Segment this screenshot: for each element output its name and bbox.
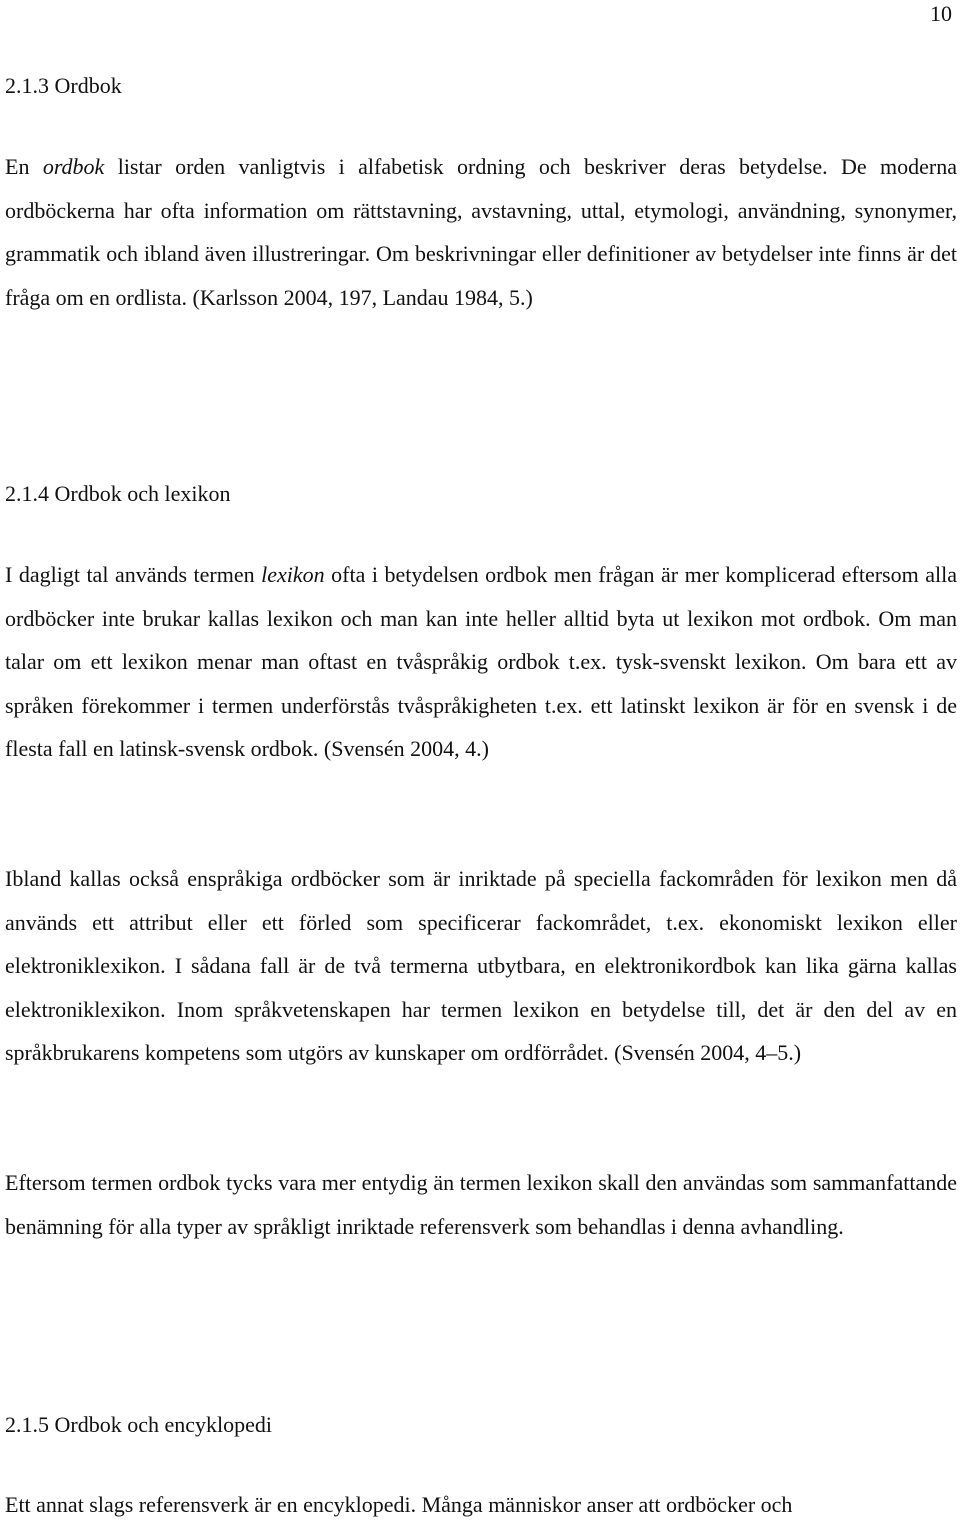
section-heading-2-1-3: 2.1.3 Ordbok: [5, 73, 122, 98]
paragraph-ordbok-definition: [5, 145, 957, 319]
paragraph-lead-text: En: [5, 154, 43, 179]
emphasized-term-ordbok: ordbok: [42, 154, 105, 179]
paragraph-term-choice: Eftersom termen ordbok tycks vara mer entydig än termen lexikon skall den användas som sammanfattande benämning för alla typer av språkligt inriktade referensverk som behandlas i denna avhandling.: [5, 1170, 957, 1239]
emphasized-term-lexikon: lexikon: [261, 562, 325, 587]
section-heading-2-1-5: 2.1.5 Ordbok och encyklopedi: [5, 1412, 272, 1437]
paragraph-body-text: ofta i betydelsen ordbok men frågan är mer komplicerad eftersom alla ordböcker inte brukar kallas lexikon och man kan inte heller alltid byta ut lexikon mot ordbok. Om man talar om ett lexikon menar man oftast en tvåspråkig ordbok t.ex. tysk-svenskt lexikon. Om bara ett av språken förekommer i termen underförstås tvåspråkigheten t.ex. ett latinskt lexikon är för en svensk i de flesta fall en latinsk-svensk ordbok. (Svensén 2004, 4.): [5, 562, 957, 762]
paragraph-body-text: listar orden vanligtvis i alfabetisk ordning och beskriver deras betydelse. De moderna ordböckerna har ofta information om rättstavning, avstavning, uttal, etymologi, användning, synonymer, grammatik och ibland även illustreringar. Om beskrivningar eller definitioner av betydelser inte finns är det fråga om en ordlista. (Karlsson 2004, 197, Landau 1984, 5.): [5, 154, 957, 310]
paragraph-fackomraden: Ibland kallas också enspråkiga ordböcker som är inriktade på speciella fackområden för lexikon men då används ett attribut eller ett förled som specificerar fackområdet, t.ex. ekonomiskt lexikon eller elektroniklexikon. I sådana fall är de två termerna utbytbara, en elektronikordbok kan lika gärna kallas elektroniklexikon. Inom språkvetenskapen har termen lexikon en betydelse till, det är den del av en språkbrukarens kompetens som utgörs av kunskaper om ordförrådet. (Svensén 2004, 4–5.): [5, 866, 957, 1066]
paragraph-lexikon-usage: [5, 553, 957, 771]
section-heading-2-1-4: 2.1.4 Ordbok och lexikon: [5, 481, 231, 506]
page-number: 10: [930, 1, 952, 26]
paragraph-lead-text: I dagligt tal används termen: [5, 562, 262, 587]
paragraph-encyklopedi: Ett annat slags referensverk är en encyklopedi. Många människor anser att ordböcker och: [5, 1492, 793, 1517]
